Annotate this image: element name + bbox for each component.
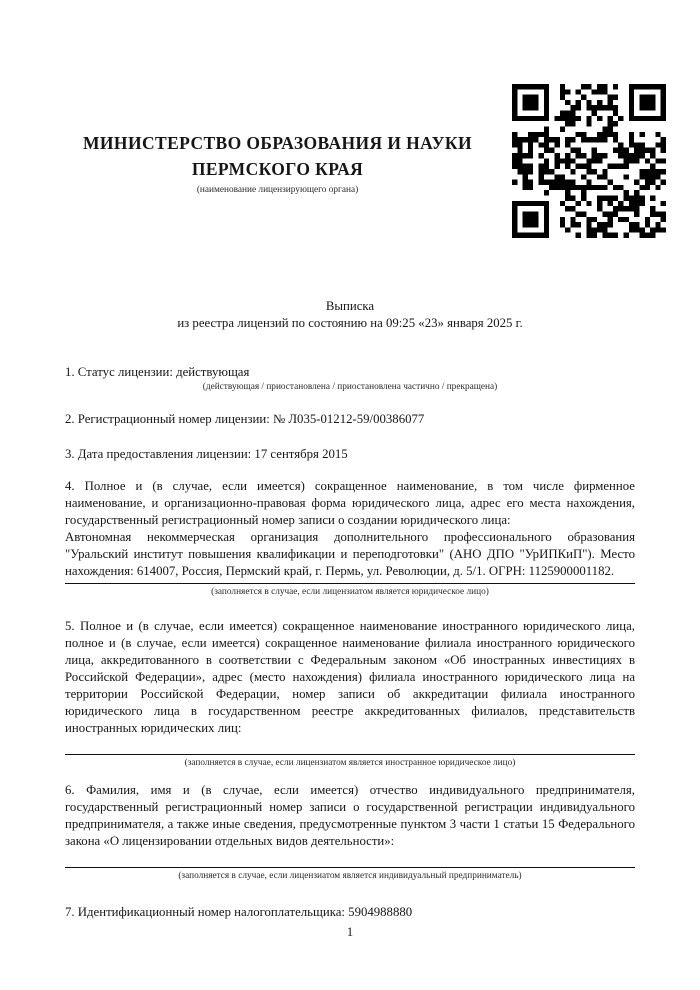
document-title-line1: Выписка: [325, 299, 375, 313]
qr-code: [511, 84, 667, 238]
item-foreign-entity: [65, 618, 635, 769]
licensing-authority-block: [65, 130, 490, 195]
item-license-date: [65, 446, 635, 463]
entrepreneur-caption: (заполняется в случае, если лицензиатом является индивидуальный предприниматель): [178, 871, 522, 881]
item-license-status: [65, 364, 635, 393]
foreign-entity-label: 5. Полное и (в случае, если имеется) сокращенное наименование иностранного юридического лица, полное и (в случае, если имеется) сокращенное наименование филиала иностранного юридического лица, аккредитованного в соответствии с Федеральным законом «Об иностранных инвестициях в Российской Федерации», адрес (место нахождения) филиала иностранного юридического лица на территории Российской Федерации, номер записи об аккредитации филиала иностранного юридического лица в государственном реестре аккредитованных филиалов, представительств иностранных юридических лиц:: [65, 619, 635, 735]
item-legal-entity: [65, 478, 635, 598]
foreign-entity-caption: (заполняется в случае, если лицензиатом является иностранное юридическое лицо): [184, 758, 516, 768]
item-taxpayer-number: [65, 904, 635, 921]
fill-line-entrepreneur: [65, 867, 635, 868]
license-status-caption: (действующая / приостановлена / приостановлена частично / прекращена): [202, 382, 498, 392]
document-body: [65, 298, 635, 921]
document-title-line2: из реестра лицензий по состоянию на 09:25 «23» января 2025 г.: [177, 316, 523, 330]
license-status-text: 1. Статус лицензии: действующая: [65, 365, 250, 379]
item-individual-entrepreneur: [65, 782, 635, 882]
license-date-text: 3. Дата предоставления лицензии: 17 сентября 2015: [65, 447, 348, 461]
ministry-name-line1: МИНИСТЕРСТВО ОБРАЗОВАНИЯ И НАУКИ: [83, 133, 472, 153]
entrepreneur-label: 6. Фамилия, имя и (в случае, если имеется) отчество индивидуального предпринимателя, государственный регистрационный номер записи о государственной регистрации индивидуального предпринимателя, а также иные сведения, предусмотренные пунктом 3 части 1 статьи 15 Федерального закона «О лицензировании отдельных видов деятельности»:: [65, 783, 635, 848]
ministry-caption: (наименование лицензирующего органа): [196, 185, 359, 195]
item-registration-number: [65, 411, 635, 428]
page-number: 1: [346, 925, 354, 939]
fill-line-legal-entity: [65, 583, 635, 584]
foreign-entity-blank-value: [65, 737, 635, 751]
registration-number-text: 2. Регистрационный номер лицензии: № Л035-01212-59/00386077: [65, 412, 425, 426]
fill-line-foreign-entity: [65, 754, 635, 755]
ministry-name: [65, 130, 490, 182]
taxpayer-number-text: 7. Идентификационный номер налогоплательщика: 5904988880: [65, 905, 413, 919]
document-title: [65, 298, 635, 332]
ministry-name-line2: ПЕРМСКОГО КРАЯ: [191, 159, 364, 179]
entrepreneur-blank-value: [65, 850, 635, 864]
legal-entity-label: 4. Полное и (в случае, если имеется) сокращенное наименование, в том числе фирменное наименование, и организационно-правовая форма юридического лица, адрес его места нахождения, государственный регистрационный номер записи о создании юридического лица:: [65, 479, 635, 527]
legal-entity-caption: (заполняется в случае, если лицензиатом является юридическое лицо): [211, 587, 489, 597]
legal-entity-value: Автономная некоммерческая организация дополнительного профессионального образования "Уральский институт повышения квалификации и переподготовки" (АНО ДПО "УрИПКиП"). Место нахождения: 614007, Россия, Пермский край, г. Пермь, ул. Революции, д. 5/1. ОГРН: 1125900001182.: [65, 530, 635, 578]
document-header: [0, 0, 700, 250]
